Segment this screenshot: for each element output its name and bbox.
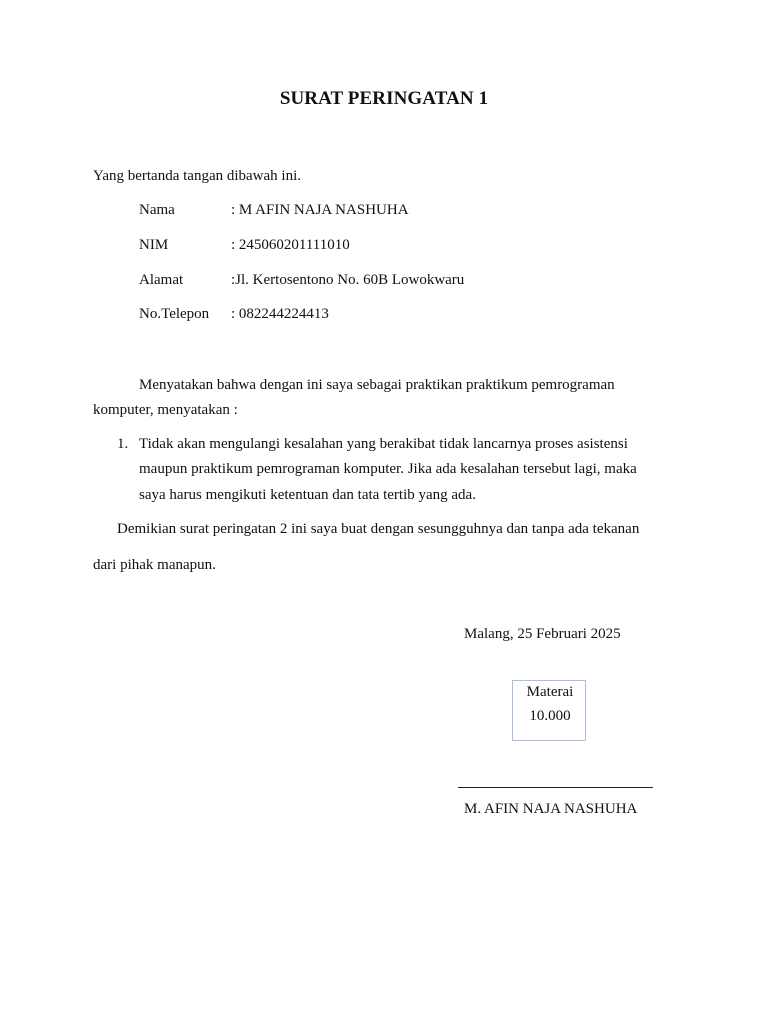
materai-stamp-box	[512, 680, 586, 741]
list-item-line-3: saya harus mengikuti ketentuan dan tata tertib yang ada.	[139, 487, 476, 503]
phone-value: : 082244224413	[231, 306, 329, 322]
materai-value: 10.000	[529, 708, 571, 724]
phone-label: No.Telepon	[139, 306, 210, 322]
statement-line-2: komputer, menyatakan :	[93, 402, 238, 418]
name-label: Nama	[139, 202, 175, 218]
list-item-line-2: maupun praktikum pemrograman komputer. Jika ada kesalahan tersebut lagi, maka	[139, 461, 637, 477]
closing-line-1: Demikian surat peringatan 2 ini saya buat dengan sesungguhnya dan tanpa ada tekanan	[117, 521, 640, 537]
place-date: Malang, 25 Februari 2025	[464, 626, 621, 642]
materai-label: Materai	[526, 684, 574, 700]
signature-line	[458, 787, 653, 788]
intro-text: Yang bertanda tangan dibawah ini.	[93, 168, 302, 184]
address-value: :Jl. Kertosentono No. 60B Lowokwaru	[231, 272, 465, 288]
nim-value: : 245060201111010	[231, 237, 350, 253]
signer-name: M. AFIN NAJA NASHUHA	[464, 801, 638, 817]
document-title: SURAT PERINGATAN 1	[279, 88, 489, 109]
statement-line-1: Menyatakan bahwa dengan ini saya sebagai praktikan praktikum pemrograman	[139, 377, 615, 393]
nim-label: NIM	[139, 237, 169, 253]
list-item-number: 1.	[117, 436, 129, 452]
name-value: : M AFIN NAJA NASHUHA	[231, 202, 409, 218]
address-label: Alamat	[139, 272, 184, 288]
list-item-line-1: Tidak akan mengulangi kesalahan yang berakibat tidak lancarnya proses asistensi	[139, 436, 628, 452]
closing-line-2: dari pihak manapun.	[93, 557, 216, 573]
